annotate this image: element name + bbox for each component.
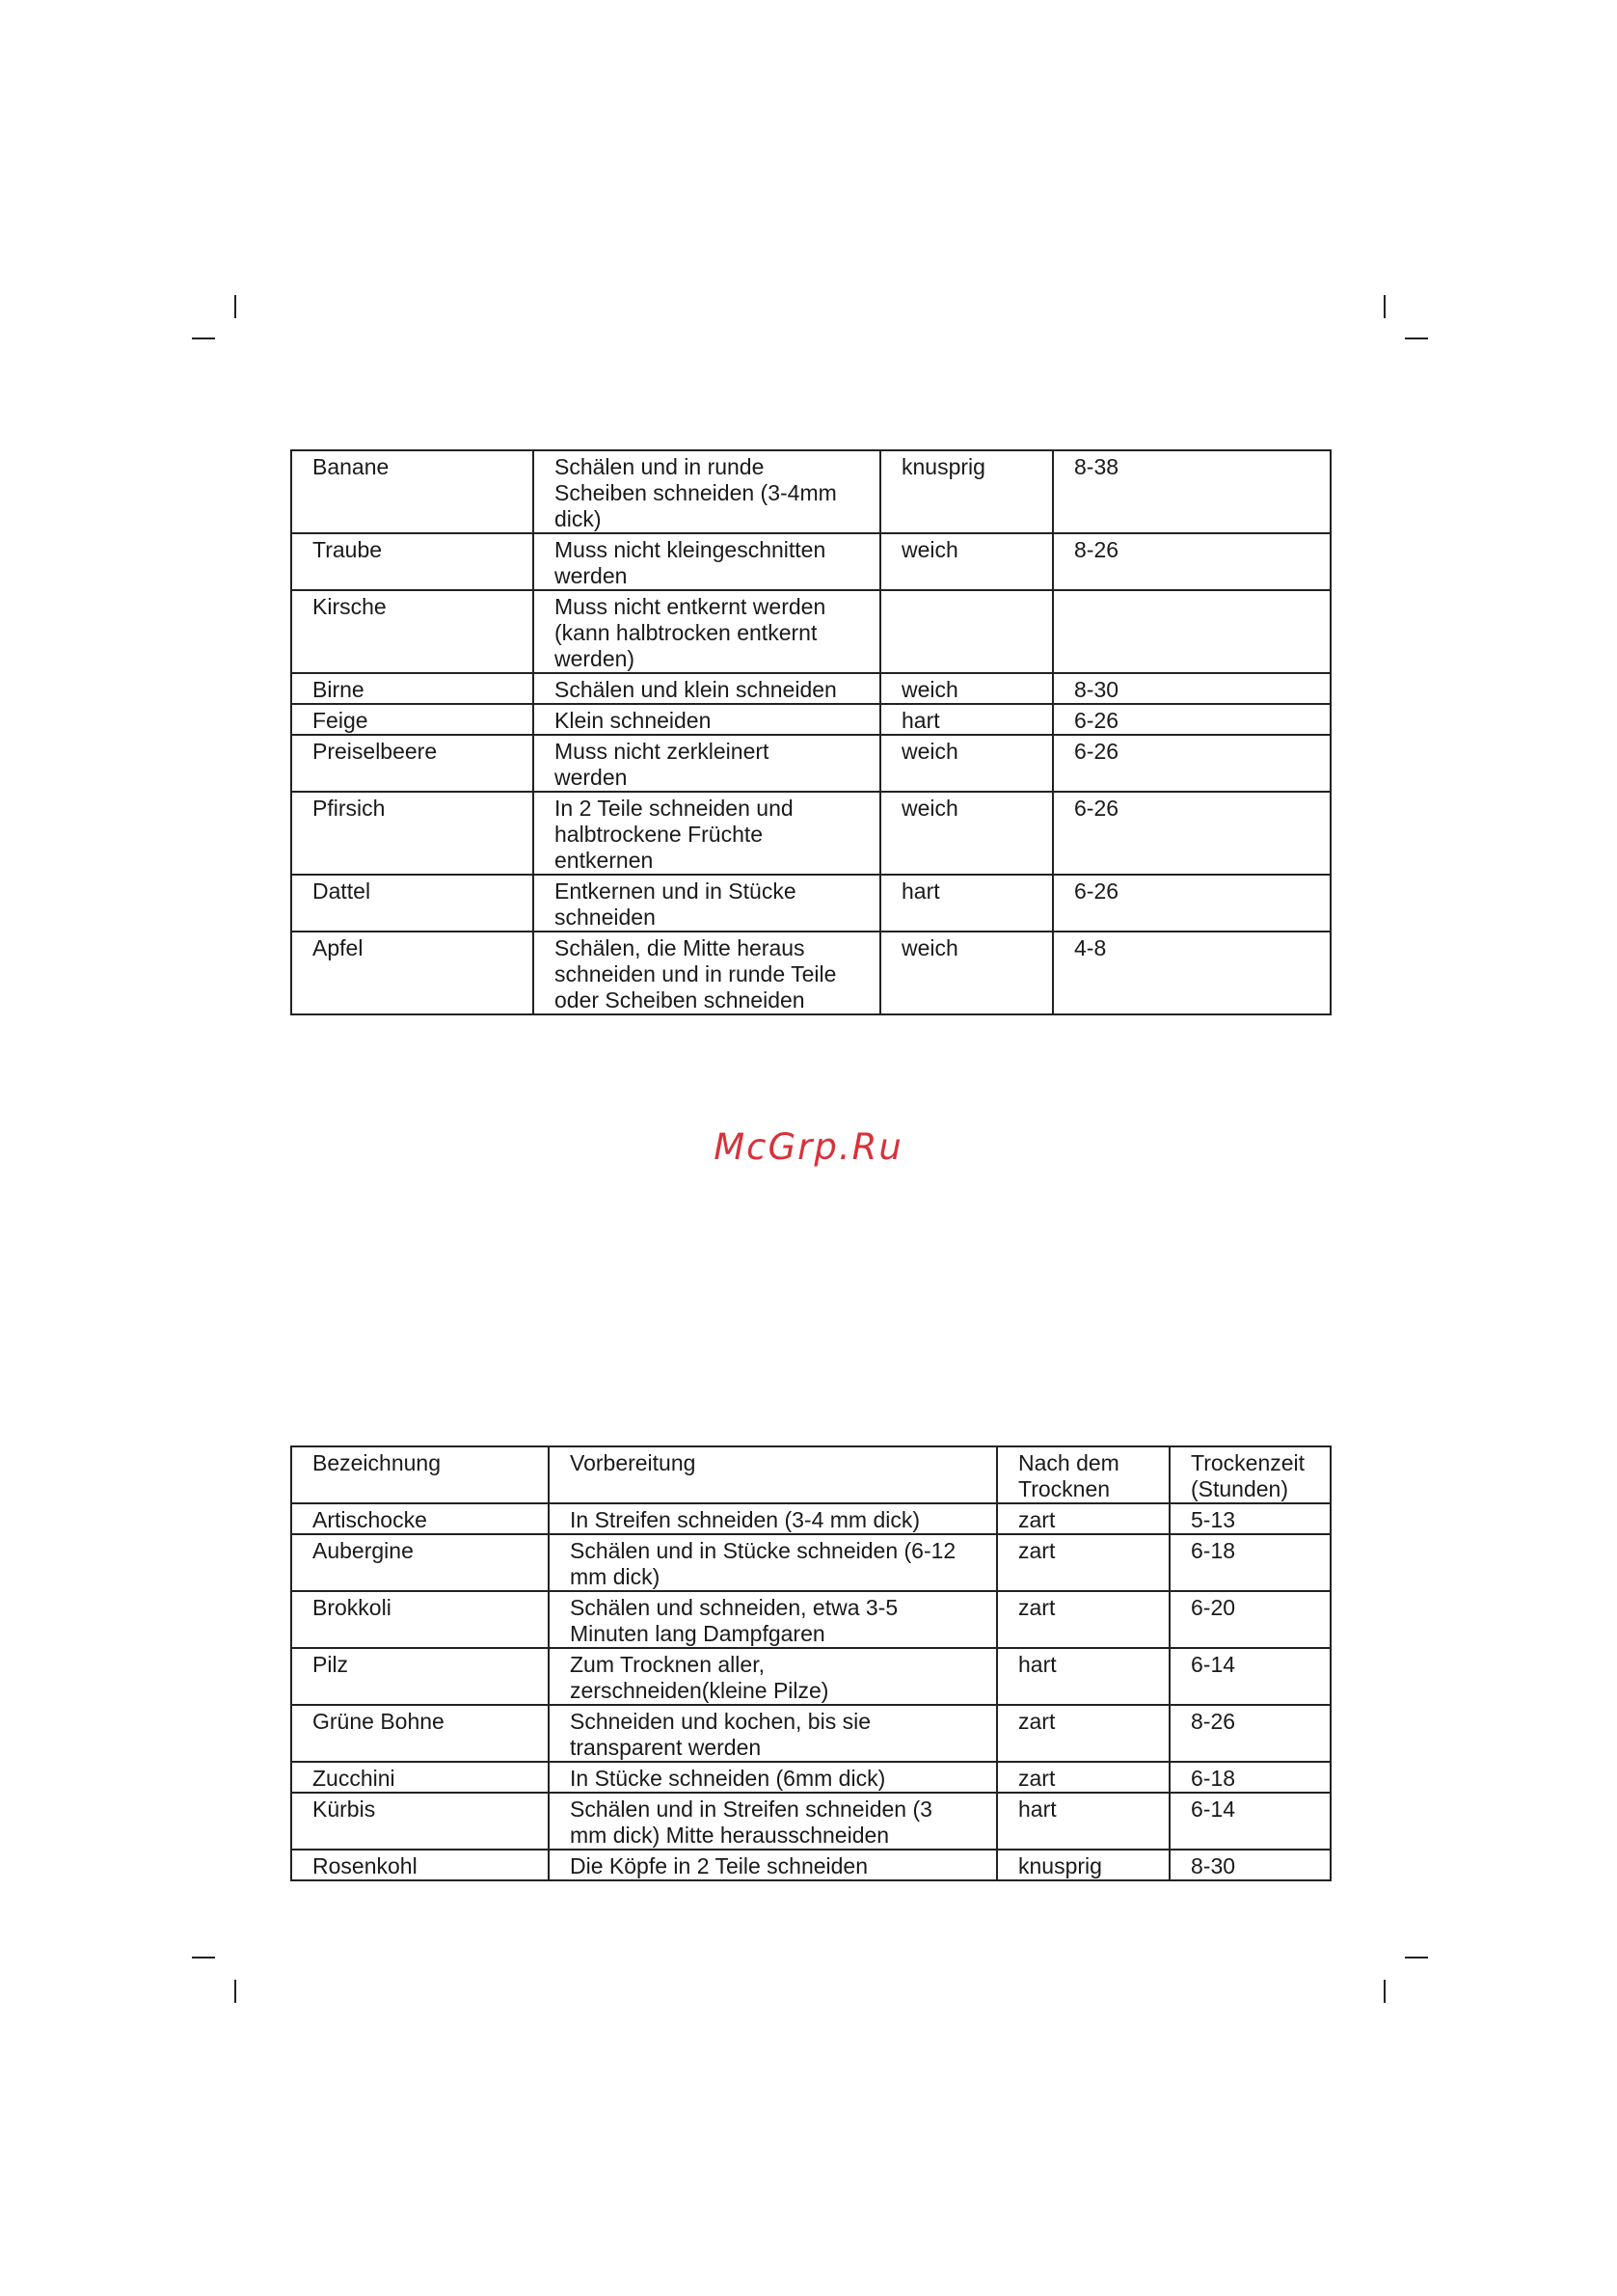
table-row	[291, 673, 1331, 704]
header-drying-time: Trockenzeit (Stunden)	[1170, 1446, 1331, 1503]
fruit-preparation: Schälen und in runde Scheiben schneiden (3-4mm dick)	[533, 450, 880, 533]
vegetable-after-drying: zart	[997, 1705, 1170, 1762]
crop-mark-top-left	[234, 295, 236, 318]
fruit-drying-time: 6-26	[1053, 875, 1331, 932]
vegetable-preparation: Schneiden und kochen, bis sie transparent werden	[549, 1705, 997, 1762]
vegetable-drying-table	[290, 1445, 1332, 1881]
fruit-drying-time: 8-38	[1053, 450, 1331, 533]
crop-mark-top-left	[192, 338, 215, 339]
crop-mark-top-right	[1384, 295, 1386, 318]
table-row	[291, 735, 1331, 792]
crop-mark-top-right	[1405, 338, 1428, 339]
fruit-after-drying: hart	[880, 704, 1053, 735]
fruit-drying-time: 8-26	[1053, 533, 1331, 590]
table-header-row	[291, 1446, 1331, 1503]
fruit-drying-time	[1053, 590, 1331, 673]
vegetable-preparation: Schälen und in Stücke schneiden (6-12 mm dick)	[549, 1534, 997, 1591]
fruit-name: Dattel	[291, 875, 533, 932]
vegetable-after-drying: zart	[997, 1503, 1170, 1534]
table-row	[291, 450, 1331, 533]
vegetable-name: Brokkoli	[291, 1591, 549, 1648]
vegetable-after-drying: hart	[997, 1793, 1170, 1850]
vegetable-drying-time: 6-14	[1170, 1793, 1331, 1850]
fruit-drying-time: 8-30	[1053, 673, 1331, 704]
watermark: McGrp.Ru	[714, 1126, 903, 1168]
vegetable-preparation: Die Köpfe in 2 Teile schneiden	[549, 1850, 997, 1880]
vegetable-name: Rosenkohl	[291, 1850, 549, 1880]
vegetable-drying-time: 6-20	[1170, 1591, 1331, 1648]
vegetable-preparation: Schälen und schneiden, etwa 3-5 Minuten lang Dampfgaren	[549, 1591, 997, 1648]
fruit-drying-time: 6-26	[1053, 735, 1331, 792]
vegetable-name: Artischocke	[291, 1503, 549, 1534]
fruit-name: Kirsche	[291, 590, 533, 673]
vegetable-name: Grüne Bohne	[291, 1705, 549, 1762]
crop-mark-bottom-right	[1405, 1957, 1428, 1958]
table-row	[291, 1503, 1331, 1534]
crop-mark-bottom-right	[1384, 1980, 1386, 2003]
table-row	[291, 1762, 1331, 1793]
fruit-drying-time: 6-26	[1053, 704, 1331, 735]
table-row	[291, 792, 1331, 875]
vegetable-drying-time: 6-18	[1170, 1762, 1331, 1793]
fruit-after-drying: weich	[880, 932, 1053, 1014]
crop-mark-bottom-left	[234, 1980, 236, 2003]
vegetable-after-drying: zart	[997, 1762, 1170, 1793]
vegetable-after-drying: hart	[997, 1648, 1170, 1705]
header-preparation: Vorbereitung	[549, 1446, 997, 1503]
fruit-preparation: Klein schneiden	[533, 704, 880, 735]
table-row	[291, 875, 1331, 932]
vegetable-name: Pilz	[291, 1648, 549, 1705]
crop-mark-bottom-left	[192, 1957, 215, 1958]
header-after-drying: Nach dem Trocknen	[997, 1446, 1170, 1503]
vegetable-after-drying: zart	[997, 1591, 1170, 1648]
vegetable-drying-time: 8-30	[1170, 1850, 1331, 1880]
fruit-after-drying: weich	[880, 533, 1053, 590]
fruit-name: Birne	[291, 673, 533, 704]
vegetable-after-drying: zart	[997, 1534, 1170, 1591]
fruit-after-drying: knusprig	[880, 450, 1053, 533]
fruit-drying-time: 4-8	[1053, 932, 1331, 1014]
vegetable-name: Zucchini	[291, 1762, 549, 1793]
fruit-preparation: Schälen und klein schneiden	[533, 673, 880, 704]
table-row	[291, 704, 1331, 735]
fruit-preparation: Entkernen und in Stücke schneiden	[533, 875, 880, 932]
fruit-name: Traube	[291, 533, 533, 590]
vegetable-after-drying: knusprig	[997, 1850, 1170, 1880]
table-row	[291, 1793, 1331, 1850]
table-row	[291, 590, 1331, 673]
table-row	[291, 1850, 1331, 1880]
vegetable-preparation: In Streifen schneiden (3-4 mm dick)	[549, 1503, 997, 1534]
fruit-name: Apfel	[291, 932, 533, 1014]
vegetable-drying-time: 5-13	[1170, 1503, 1331, 1534]
vegetable-preparation: Zum Trocknen aller, zerschneiden(kleine Pilze)	[549, 1648, 997, 1705]
fruit-name: Preiselbeere	[291, 735, 533, 792]
vegetable-drying-time: 6-14	[1170, 1648, 1331, 1705]
table-row	[291, 1591, 1331, 1648]
vegetable-drying-time: 8-26	[1170, 1705, 1331, 1762]
fruit-after-drying: weich	[880, 673, 1053, 704]
fruit-name: Pfirsich	[291, 792, 533, 875]
fruit-after-drying: weich	[880, 792, 1053, 875]
fruit-preparation: Muss nicht kleingeschnitten werden	[533, 533, 880, 590]
fruit-preparation: Muss nicht zerkleinert werden	[533, 735, 880, 792]
fruit-preparation: In 2 Teile schneiden und halbtrockene Früchte entkernen	[533, 792, 880, 875]
fruit-drying-table	[290, 449, 1332, 1015]
table-row	[291, 1648, 1331, 1705]
vegetable-name: Aubergine	[291, 1534, 549, 1591]
fruit-after-drying: hart	[880, 875, 1053, 932]
fruit-after-drying	[880, 590, 1053, 673]
fruit-name: Banane	[291, 450, 533, 533]
fruit-preparation: Schälen, die Mitte heraus schneiden und in runde Teile oder Scheiben schneiden	[533, 932, 880, 1014]
fruit-drying-time: 6-26	[1053, 792, 1331, 875]
fruit-preparation: Muss nicht entkernt werden (kann halbtrocken entkernt werden)	[533, 590, 880, 673]
fruit-after-drying: weich	[880, 735, 1053, 792]
header-name: Bezeichnung	[291, 1446, 549, 1503]
vegetable-name: Kürbis	[291, 1793, 549, 1850]
fruit-name: Feige	[291, 704, 533, 735]
table-row	[291, 1534, 1331, 1591]
table-row	[291, 1705, 1331, 1762]
vegetable-preparation: In Stücke schneiden (6mm dick)	[549, 1762, 997, 1793]
table-row	[291, 932, 1331, 1014]
vegetable-drying-time: 6-18	[1170, 1534, 1331, 1591]
vegetable-preparation: Schälen und in Streifen schneiden (3 mm dick) Mitte herausschneiden	[549, 1793, 997, 1850]
table-row	[291, 533, 1331, 590]
